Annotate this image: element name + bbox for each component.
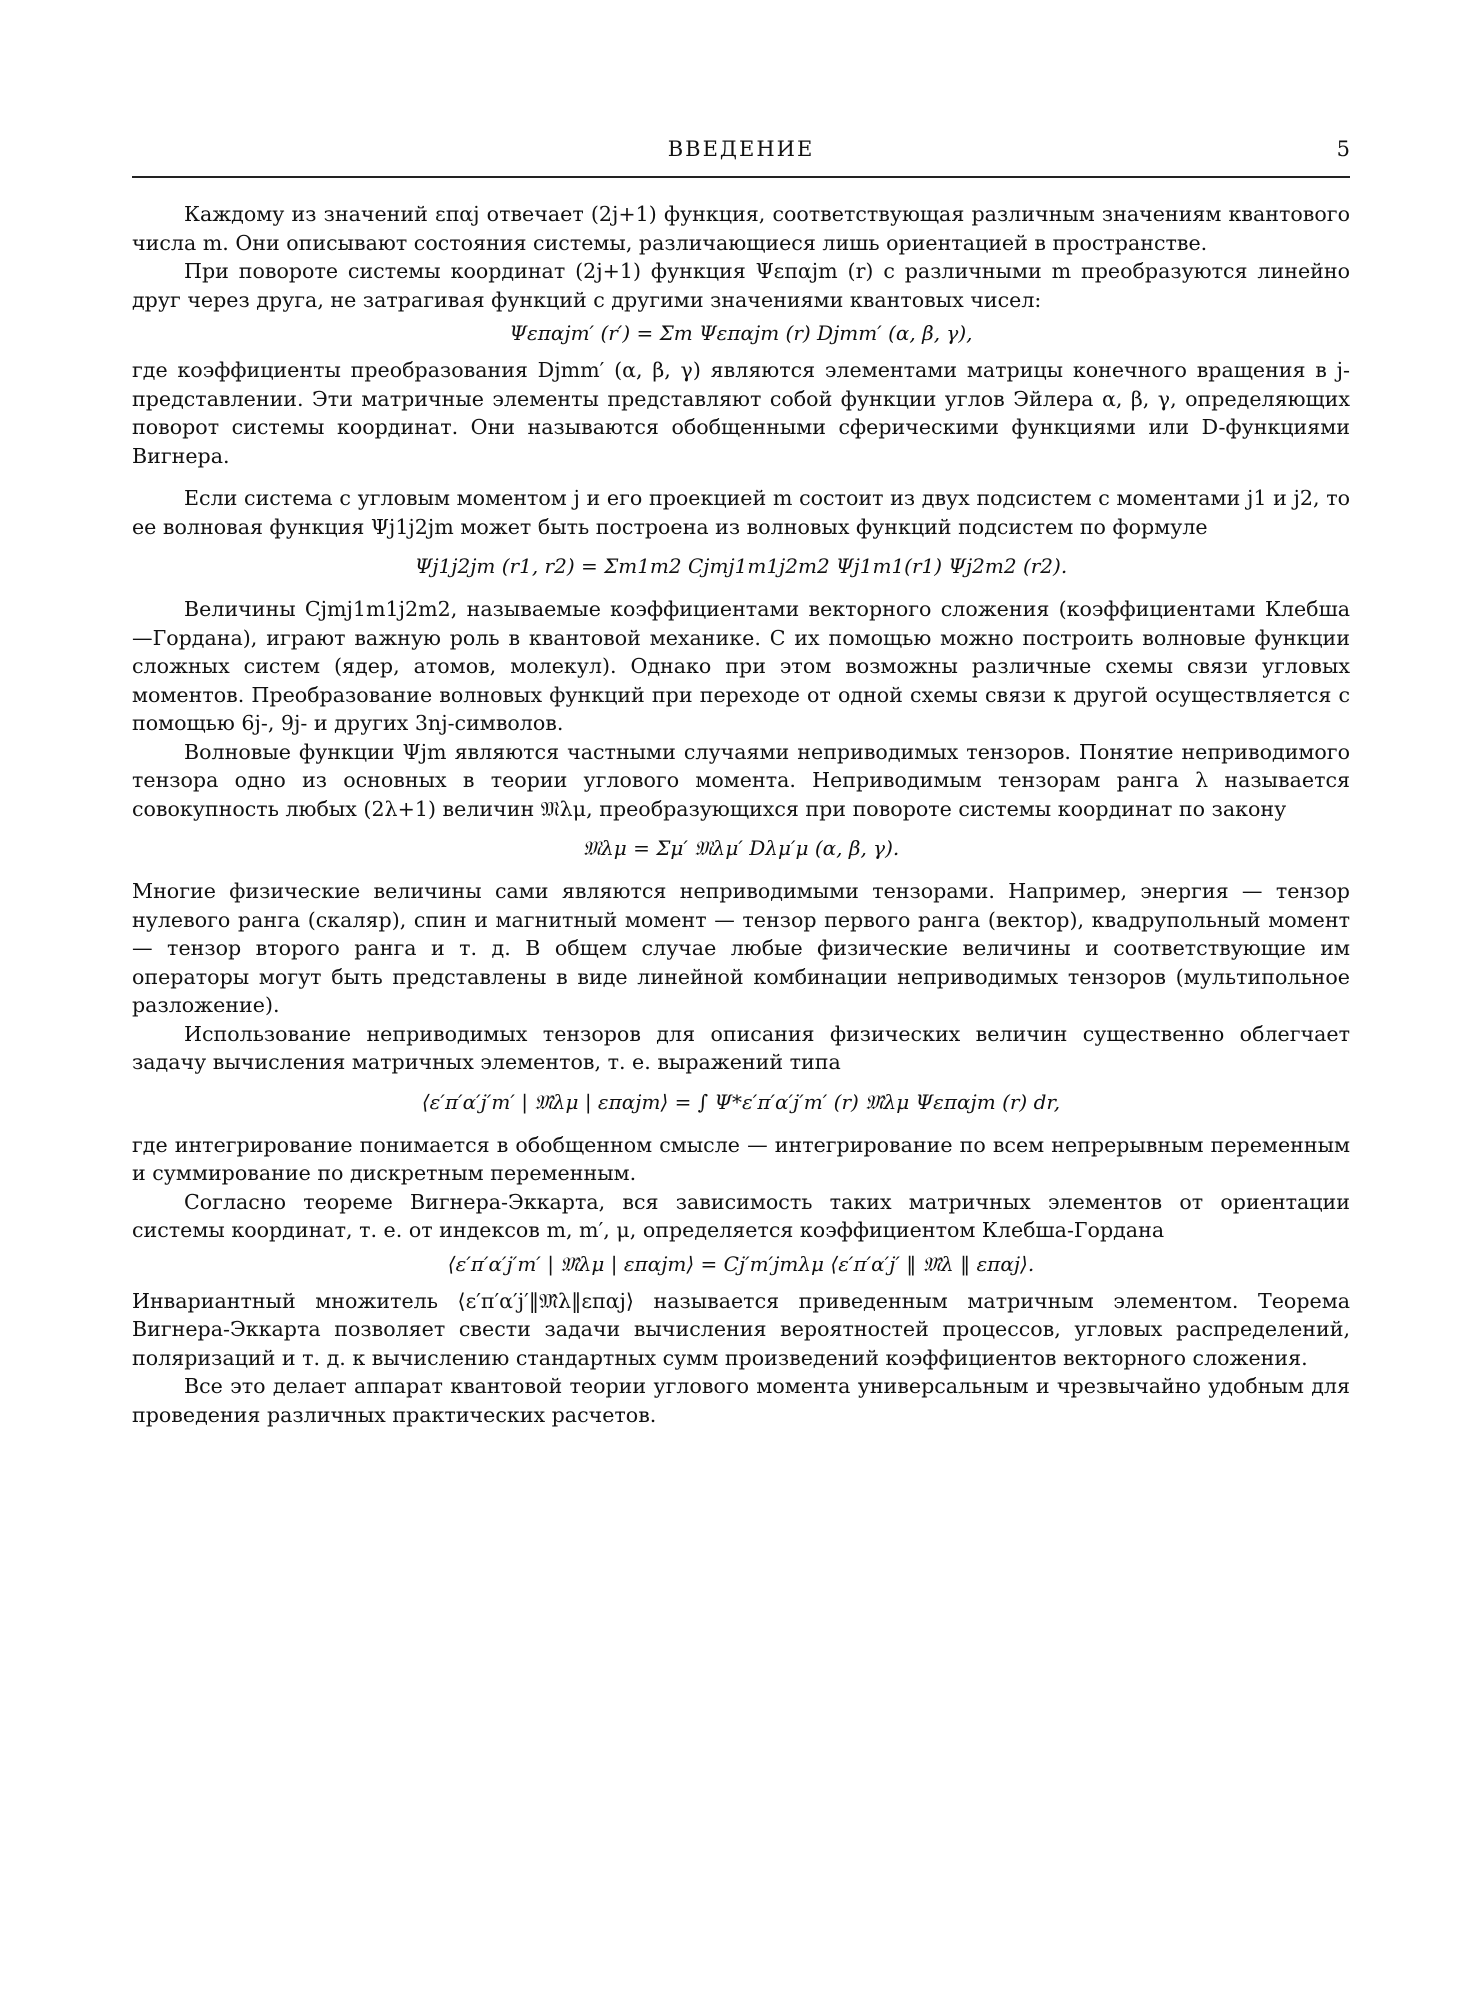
paragraph-7: Многие физические величины сами являются неприводимыми тензорами. Например, энергия — тензор нулевого ранга (скаляр), спин и магнитный момент — тензор первого ранга (вектор), квадрупольный момент — тензор второго ранга и т. д. В общем случае любые физические величины и соответствующие им операторы могут быть представлены в виде линейной комбинации неприводимых тензоров (мультипольное разложение).	[132, 879, 1350, 1017]
paragraph-3: где коэффициенты преобразования Djmm′ (α, β, γ) являются элементами матрицы конечного вращения в j-представлении. Эти матричные элементы представляют собой функции углов Эйлера α, β, γ, определяющих поворот системы координат. Они называются обобщенными сферическими функциями или D-функциями Вигнера.	[132, 358, 1350, 468]
paragraph-2: При повороте системы координат (2j+1) функция Ψεπαjm (r) с различными m преобразуются линейно друг через друга, не затрагивая функций с другими значениями квантовых чисел:	[132, 259, 1350, 312]
text-body	[132, 200, 1350, 1429]
page-number: 5	[1336, 137, 1350, 161]
paragraph-11: Инвариантный множитель ⟨ε′π′α′j′‖𝔐̂λ‖επαj⟩ называется приведенным матричным элементом. Теорема Вигнера-Эккарта позволяет свести задачи вычисления вероятностей процессов, угловых распределений, поляризаций и т. д. к вычислению стандартных сумм произведений коэффициентов векторного сложения.	[132, 1288, 1350, 1370]
paragraph-10: Согласно теореме Вигнера-Эккарта, вся зависимость таких матричных элементов от ориентации системы координат, т. е. от индексов m, m′, μ, определяется коэффициентом Клебша-Гордана	[132, 1189, 1350, 1242]
paragraph-9: где интегрирование понимается в обобщенном смысле — интегрирование по всем непрерывным переменным и суммирование по дискретным переменным.	[132, 1132, 1350, 1185]
paragraph-1: Каждому из значений επαj отвечает (2j+1) функция, соответствующая различным значениям квантового числа m. Они описывают состояния системы, различающиеся лишь ориентацией в пространстве.	[132, 202, 1350, 255]
paragraph-6: Волновые функции Ψjm являются частными случаями неприводимых тензоров. Понятие неприводимого тензора одно из основных в теории углового момента. Неприводимым тензорам ранга λ называется совокупность любых (2λ+1) величин 𝔐λμ, преобразующихся при повороте системы координат по закону	[132, 739, 1350, 821]
paragraph-5: Величины Cjmj1m1j2m2, называемые коэффициентами векторного сложения (коэффициентами Клебша—Гордана), играют важную роль в квантовой механике. С их помощью можно построить волновые функции сложных систем (ядер, атомов, молекул). Однако при этом возможны различные схемы связи угловых моментов. Преобразование волновых функций при переходе от одной схемы связи к другой осуществляется с помощью 6j-, 9j- и других 3nj-символов.	[132, 597, 1350, 735]
equation-1: Ψεπαjm′ (r′) = Σm Ψεπαjm (r) Djmm′ (α, β, γ),	[509, 321, 973, 345]
paragraph-4: Если система с угловым моментом j и его проекцией m состоит из двух подсистем с моментами j1 и j2, то ее волновая функция Ψj1j2jm может быть построена из волновых функций подсистем по формуле	[132, 486, 1350, 539]
equation-5: ⟨ε′π′α′j′m′ | 𝔐̂λμ | επαjm⟩ = Cj′m′jmλμ ⟨ε′π′α′j′ ‖ 𝔐̂λ ‖ επαj⟩.	[447, 1251, 1035, 1276]
header-rule	[132, 176, 1350, 178]
running-header	[132, 137, 1350, 177]
equation-3: 𝔐λμ = Σμ′ 𝔐λμ′ Dλμ′μ (α, β, γ).	[582, 836, 900, 860]
header-title: ВВЕДЕНИЕ	[667, 137, 815, 161]
equation-4: ⟨ε′π′α′j′m′ | 𝔐̂λμ | επαjm⟩ = ∫ Ψ*ε′π′α′j′m′ (r) 𝔐̂λμ Ψεπαjm (r) dr,	[421, 1089, 1061, 1114]
paragraph-12: Все это делает аппарат квантовой теории углового момента универсальным и чрезвычайно удобным для проведения различных практических расчетов.	[132, 1374, 1350, 1427]
equation-2: Ψj1j2jm (r1, r2) = Σm1m2 Cjmj1m1j2m2 Ψj1m1(r1) Ψj2m2 (r2).	[414, 554, 1068, 578]
paragraph-8: Использование неприводимых тензоров для описания физических величин существенно облегчает задачу вычисления матричных элементов, т. е. выражений типа	[132, 1021, 1350, 1074]
